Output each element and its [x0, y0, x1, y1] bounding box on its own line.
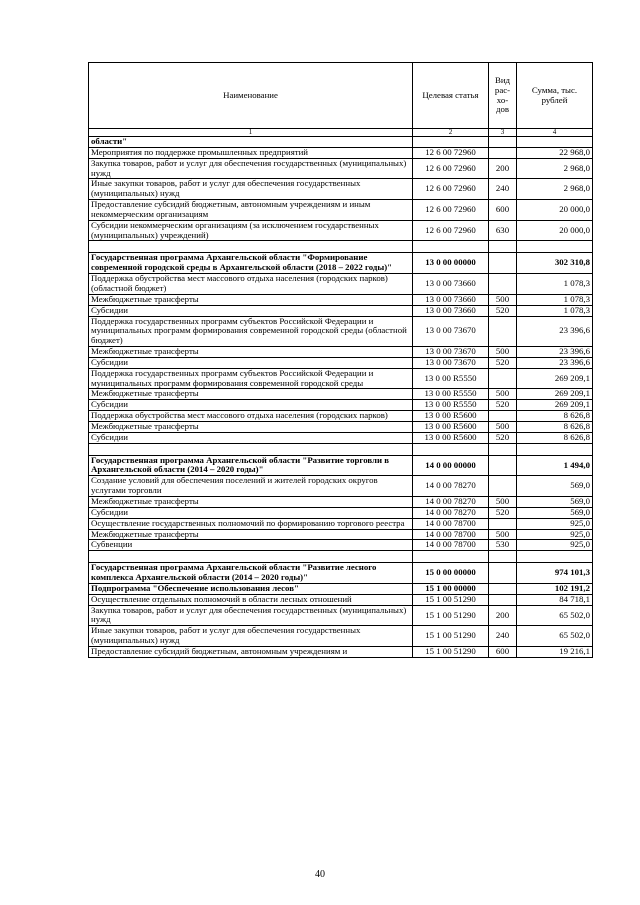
cell-article: 14 0 00 78700	[413, 518, 489, 529]
cell-name: Государственная программа Архангельской области "Формирование современной городской среды в Архангельской области (2018 – 2022 годы)"	[89, 253, 413, 274]
cell-expense-type	[489, 368, 517, 389]
table-row	[89, 274, 593, 295]
cell-article: 12 6 00 72960	[413, 200, 489, 221]
cell-sum: 19 216,1	[517, 646, 593, 657]
cell-expense-type	[489, 137, 517, 148]
table-row	[89, 389, 593, 400]
table-row	[89, 476, 593, 497]
column-index: 4	[517, 129, 593, 137]
cell-expense-type: 520	[489, 432, 517, 443]
spacer-row	[89, 443, 593, 455]
cell-name: Подпрограмма "Обеспечение использования лесов"	[89, 583, 413, 594]
table-row	[89, 220, 593, 241]
cell-article: 15 1 00 51290	[413, 605, 489, 626]
cell-name: Поддержка государственных программ субъектов Российской Федерации и муниципальных программ формирования современной городской среды	[89, 368, 413, 389]
cell-name: Создание условий для обеспечения поселений и жителей городских округов услугами торговли	[89, 476, 413, 497]
cell-article: 13 0 00 73670	[413, 316, 489, 347]
cell-name: Иные закупки товаров, работ и услуг для обеспечения государственных (муниципальных) нужд	[89, 179, 413, 200]
table-row	[89, 357, 593, 368]
cell-article: 14 0 00 78270	[413, 476, 489, 497]
cell-sum: 23 396,6	[517, 316, 593, 347]
cell-name: Поддержка обустройства мест массового отдыха населения (городских парков) (областной бюджет)	[89, 274, 413, 295]
cell-sum: 65 502,0	[517, 605, 593, 626]
cell-name: Субсидии	[89, 400, 413, 411]
cell-sum: 8 626,8	[517, 421, 593, 432]
cell-name: Мероприятия по поддержке промышленных предприятий	[89, 147, 413, 158]
page-number: 40	[315, 869, 325, 880]
cell-sum: 269 209,1	[517, 368, 593, 389]
cell-name: Государственная программа Архангельской области "Развитие лесного комплекса Архангельской области (2014 – 2020 годы)"	[89, 563, 413, 584]
cell-sum: 925,0	[517, 518, 593, 529]
table-row	[89, 529, 593, 540]
empty-cell	[517, 241, 593, 253]
cell-article: 13 0 00 73670	[413, 347, 489, 358]
cell-article: 12 6 00 72960	[413, 179, 489, 200]
program-row	[89, 455, 593, 476]
cell-expense-type: 500	[489, 421, 517, 432]
table-row	[89, 540, 593, 551]
cell-expense-type: 500	[489, 497, 517, 508]
cell-article: 14 0 00 78700	[413, 529, 489, 540]
table-header	[89, 63, 593, 137]
table-row	[89, 411, 593, 422]
header-expense-type: Вид рас- хо- дов	[489, 63, 517, 129]
cell-sum: 1 078,3	[517, 294, 593, 305]
cell-sum: 2 968,0	[517, 179, 593, 200]
cell-name: Межбюджетные трансферты	[89, 389, 413, 400]
table-row	[89, 368, 593, 389]
cell-sum: 2 968,0	[517, 158, 593, 179]
table-row	[89, 518, 593, 529]
cell-expense-type: 500	[489, 389, 517, 400]
table-row	[89, 400, 593, 411]
cell-article: 15 1 00 51290	[413, 646, 489, 657]
table-row	[89, 497, 593, 508]
cell-expense-type: 520	[489, 305, 517, 316]
cell-article: 13 0 00 73670	[413, 357, 489, 368]
empty-cell	[413, 241, 489, 253]
cell-expense-type: 200	[489, 158, 517, 179]
cell-expense-type: 600	[489, 646, 517, 657]
cell-expense-type	[489, 411, 517, 422]
empty-cell	[489, 241, 517, 253]
cell-article: 13 0 00 73660	[413, 294, 489, 305]
cell-expense-type: 500	[489, 347, 517, 358]
cell-name: Государственная программа Архангельской области "Развитие торговли в Архангельской области (2014 – 2020 годы)"	[89, 455, 413, 476]
cell-sum: 569,0	[517, 507, 593, 518]
cell-expense-type	[489, 316, 517, 347]
cell-name: Межбюджетные трансферты	[89, 294, 413, 305]
cell-sum: 1 078,3	[517, 274, 593, 295]
cell-expense-type: 240	[489, 626, 517, 647]
empty-cell	[89, 551, 413, 563]
cell-article: 12 6 00 72960	[413, 147, 489, 158]
cell-name: Предоставление субсидий бюджетным, автономным учреждениям и	[89, 646, 413, 657]
table-body	[89, 137, 593, 658]
table-row	[89, 305, 593, 316]
cell-sum: 102 191,2	[517, 583, 593, 594]
cell-sum	[517, 137, 593, 148]
cell-article: 13 0 00 R5550	[413, 389, 489, 400]
cell-article: 13 0 00 R5600	[413, 421, 489, 432]
cell-sum: 65 502,0	[517, 626, 593, 647]
table-row	[89, 158, 593, 179]
cell-name: Субвенции	[89, 540, 413, 551]
header-article: Целевая статья	[413, 63, 489, 129]
empty-cell	[89, 241, 413, 253]
cell-expense-type: 240	[489, 179, 517, 200]
cell-expense-type	[489, 563, 517, 584]
spacer-row	[89, 241, 593, 253]
column-index: 3	[489, 129, 517, 137]
cell-article: 12 6 00 72960	[413, 220, 489, 241]
cell-name: Закупка товаров, работ и услуг для обеспечения государственных (муниципальных) нужд	[89, 158, 413, 179]
cell-article: 13 0 00 R5600	[413, 432, 489, 443]
cell-expense-type: 200	[489, 605, 517, 626]
cell-name: Субсидии	[89, 432, 413, 443]
cell-article: 15 1 00 51290	[413, 594, 489, 605]
table-row	[89, 626, 593, 647]
cell-name: Предоставление субсидий бюджетным, автономным учреждениям и иным некоммерческим организациям	[89, 200, 413, 221]
cell-article: 13 0 00 00000	[413, 253, 489, 274]
cell-sum: 23 396,6	[517, 347, 593, 358]
cell-sum: 1 494,0	[517, 455, 593, 476]
cell-expense-type	[489, 583, 517, 594]
cell-expense-type	[489, 147, 517, 158]
spacer-row	[89, 551, 593, 563]
cell-article: 14 0 00 00000	[413, 455, 489, 476]
table-row	[89, 421, 593, 432]
cell-article: 15 0 00 00000	[413, 563, 489, 584]
cell-expense-type: 520	[489, 400, 517, 411]
header-name: Наименование	[89, 63, 413, 129]
column-index-row	[89, 129, 593, 137]
cell-name: Поддержка обустройства мест массового отдыха населения (городских парков)	[89, 411, 413, 422]
cell-article: 14 0 00 78700	[413, 540, 489, 551]
cell-name: Субсидии	[89, 507, 413, 518]
cell-article: 13 0 00 R5550	[413, 400, 489, 411]
program-row	[89, 563, 593, 584]
cell-article: 12 6 00 72960	[413, 158, 489, 179]
cell-article	[413, 137, 489, 148]
table-row	[89, 605, 593, 626]
cell-article: 14 0 00 78270	[413, 497, 489, 508]
cell-sum: 20 000,0	[517, 220, 593, 241]
table-row	[89, 347, 593, 358]
empty-cell	[489, 551, 517, 563]
cell-sum: 269 209,1	[517, 400, 593, 411]
table-row	[89, 432, 593, 443]
table-row	[89, 507, 593, 518]
cell-expense-type	[489, 253, 517, 274]
cell-article: 13 0 00 R5550	[413, 368, 489, 389]
program-row	[89, 583, 593, 594]
cell-name: Поддержка государственных программ субъектов Российской Федерации и муниципальных программ формирования современной городской среды (областной бюджет)	[89, 316, 413, 347]
cell-article: 13 0 00 R5600	[413, 411, 489, 422]
cell-expense-type	[489, 476, 517, 497]
budget-table	[88, 62, 593, 658]
empty-cell	[413, 551, 489, 563]
column-index: 1	[89, 129, 413, 137]
cell-sum: 20 000,0	[517, 200, 593, 221]
program-row	[89, 253, 593, 274]
cell-name: Межбюджетные трансферты	[89, 347, 413, 358]
cell-name: Субсидии	[89, 305, 413, 316]
cell-article: 13 0 00 73660	[413, 274, 489, 295]
cell-name: Осуществление отдельных полномочий в области лесных отношений	[89, 594, 413, 605]
table-row	[89, 294, 593, 305]
cell-name: Межбюджетные трансферты	[89, 529, 413, 540]
header-row	[89, 63, 593, 129]
cell-expense-type: 600	[489, 200, 517, 221]
empty-cell	[89, 443, 413, 455]
cell-expense-type: 630	[489, 220, 517, 241]
cell-sum: 8 626,8	[517, 411, 593, 422]
cell-sum: 8 626,8	[517, 432, 593, 443]
cell-sum: 1 078,3	[517, 305, 593, 316]
empty-cell	[517, 443, 593, 455]
cell-expense-type: 520	[489, 357, 517, 368]
cell-sum: 925,0	[517, 540, 593, 551]
cell-sum: 302 310,8	[517, 253, 593, 274]
cell-expense-type	[489, 594, 517, 605]
cell-sum: 974 101,3	[517, 563, 593, 584]
empty-cell	[489, 443, 517, 455]
cell-name: области"	[89, 137, 413, 148]
table-row	[89, 316, 593, 347]
cell-sum: 925,0	[517, 529, 593, 540]
cell-sum: 84 718,1	[517, 594, 593, 605]
cell-article: 14 0 00 78270	[413, 507, 489, 518]
cell-sum: 569,0	[517, 497, 593, 508]
cell-expense-type	[489, 455, 517, 476]
cell-name: Межбюджетные трансферты	[89, 497, 413, 508]
cell-expense-type: 530	[489, 540, 517, 551]
cell-name: Межбюджетные трансферты	[89, 421, 413, 432]
cell-expense-type: 500	[489, 529, 517, 540]
table-row	[89, 147, 593, 158]
cell-article: 15 1 00 00000	[413, 583, 489, 594]
cell-article: 13 0 00 73660	[413, 305, 489, 316]
table-row	[89, 200, 593, 221]
cell-name: Субсидии	[89, 357, 413, 368]
cell-sum: 569,0	[517, 476, 593, 497]
table-row	[89, 179, 593, 200]
empty-cell	[413, 443, 489, 455]
cell-name: Осуществление государственных полномочий по формированию торгового реестра	[89, 518, 413, 529]
cell-expense-type: 520	[489, 507, 517, 518]
cell-sum: 269 209,1	[517, 389, 593, 400]
program-row	[89, 137, 593, 148]
table-row	[89, 594, 593, 605]
cell-article: 15 1 00 51290	[413, 626, 489, 647]
cell-name: Субсидии некоммерческим организациям (за исключением государственных (муниципальных) учреждений)	[89, 220, 413, 241]
cell-sum: 22 968,0	[517, 147, 593, 158]
cell-name: Закупка товаров, работ и услуг для обеспечения государственных (муниципальных) нужд	[89, 605, 413, 626]
empty-cell	[517, 551, 593, 563]
cell-expense-type	[489, 518, 517, 529]
table-row	[89, 646, 593, 657]
header-sum: Сумма, тыс. рублей	[517, 63, 593, 129]
cell-name: Иные закупки товаров, работ и услуг для обеспечения государственных (муниципальных) нужд	[89, 626, 413, 647]
cell-sum: 23 396,6	[517, 357, 593, 368]
column-index: 2	[413, 129, 489, 137]
cell-expense-type: 500	[489, 294, 517, 305]
cell-expense-type	[489, 274, 517, 295]
